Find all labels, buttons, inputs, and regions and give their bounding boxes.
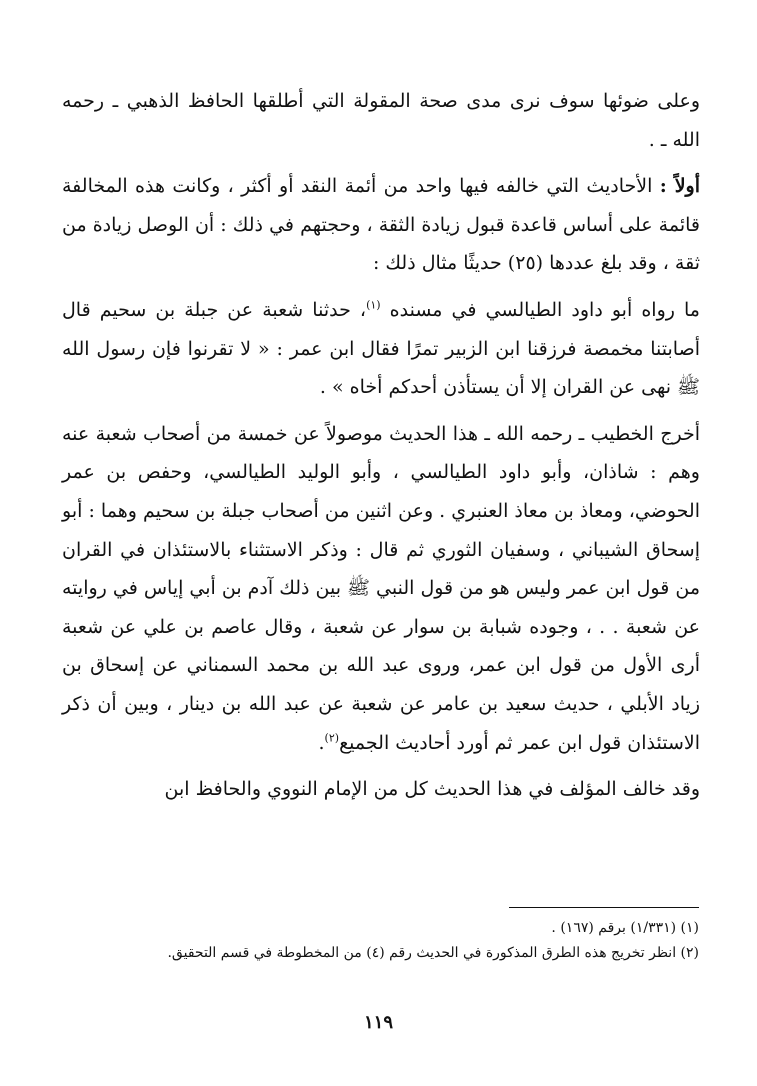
- intro-text: وعلى ضوئها سوف نرى مدى صحة المقولة التي أطلقها الحافظ الذهبي ـ رحمه الله ـ .: [62, 90, 700, 151]
- closing-paragraph: [62, 770, 700, 809]
- footnote-2: (٢) انظر تخريج هذه الطرق المذكورة في الحديث رقم (٤) من المخطوطة في قسم التحقيق.: [167, 945, 699, 961]
- main-text: [62, 82, 700, 809]
- hadith-text-start: ما رواه أبو داود الطيالسي في مسنده: [389, 298, 700, 321]
- closing-text: وقد خالف المؤلف في هذا الحديث كل من الإمام النووي والحافظ ابن: [164, 778, 700, 801]
- point-one-text: الأحاديث التي خالفه فيها واحد من أئمة النقد أو أكثر ، وكانت هذه المخالفة قائمة على أساس قاعدة قبول زيادة الثقة ، وحجتهم في ذلك : أن الوصل زيادة من ثقة ، وقد بلغ عددها (٢٥) حديثًا مثال ذلك :: [62, 175, 701, 275]
- footnote-ref-1: (١): [366, 298, 381, 312]
- point-one-paragraph: [62, 167, 700, 283]
- footnote-1: (١) (١/٣٣١) برقم (١٦٧) .: [551, 920, 699, 936]
- footnote-ref-2: (٢): [324, 731, 340, 745]
- takhrij-text: أخرج الخطيب ـ رحمه الله ـ هذا الحديث موصولاً عن خمسة من أصحاب شعبة عنه وهم : شاذان، وأبو داود الطيالسي ، وأبو الوليد الطيالسي، وحفص بن عمر الحوضي، ومعاذ بن معاذ العنبري . وعن اثنين من أصحاب جبلة بن سحيم وهما : أبو إسحاق الشيباني ، وسفيان الثوري ثم قال : وذكر الاستثناء بالاستئذان في القران من قول ابن عمر وليس هو من قول النبي ﷺ بين ذلك آدم بن أبي إياس في روايته عن شعبة . . ، وجوده شبابة بن سوار عن شعبة ، وقال عاصم بن علي عن شعبة أرى الأول من قول ابن عمر، وروى عبد الله بن محمد السمناني عن إسحاق بن زياد الأبلي ، حديث سعيد بن عامر عن شعبة عن عبد الله بن دينار ، وبين أن ذكر الاستئذان قول ابن عمر ثم أورد أحاديث الجميع: [62, 422, 700, 754]
- intro-paragraph: [62, 82, 700, 159]
- footnote-divider: [509, 907, 699, 908]
- takhrij-paragraph: [62, 415, 700, 762]
- hadith-text-rest: ، حدثنا شعبة عن جبلة بن سحيم قال أصابتنا مخمصة فرزقنا ابن الزبير تمرًا فقال ابن عمر : « لا تقرنوا فإن رسول الله ﷺ نهى عن القران إلا أن يستأذن أحدكم أخاه » .: [62, 298, 700, 399]
- footnotes: [59, 916, 699, 966]
- point-one-label: أولاً :: [659, 175, 700, 198]
- page-number: ١١٩: [363, 1012, 393, 1033]
- takhrij-end: .: [318, 731, 325, 754]
- hadith-paragraph: [62, 291, 700, 407]
